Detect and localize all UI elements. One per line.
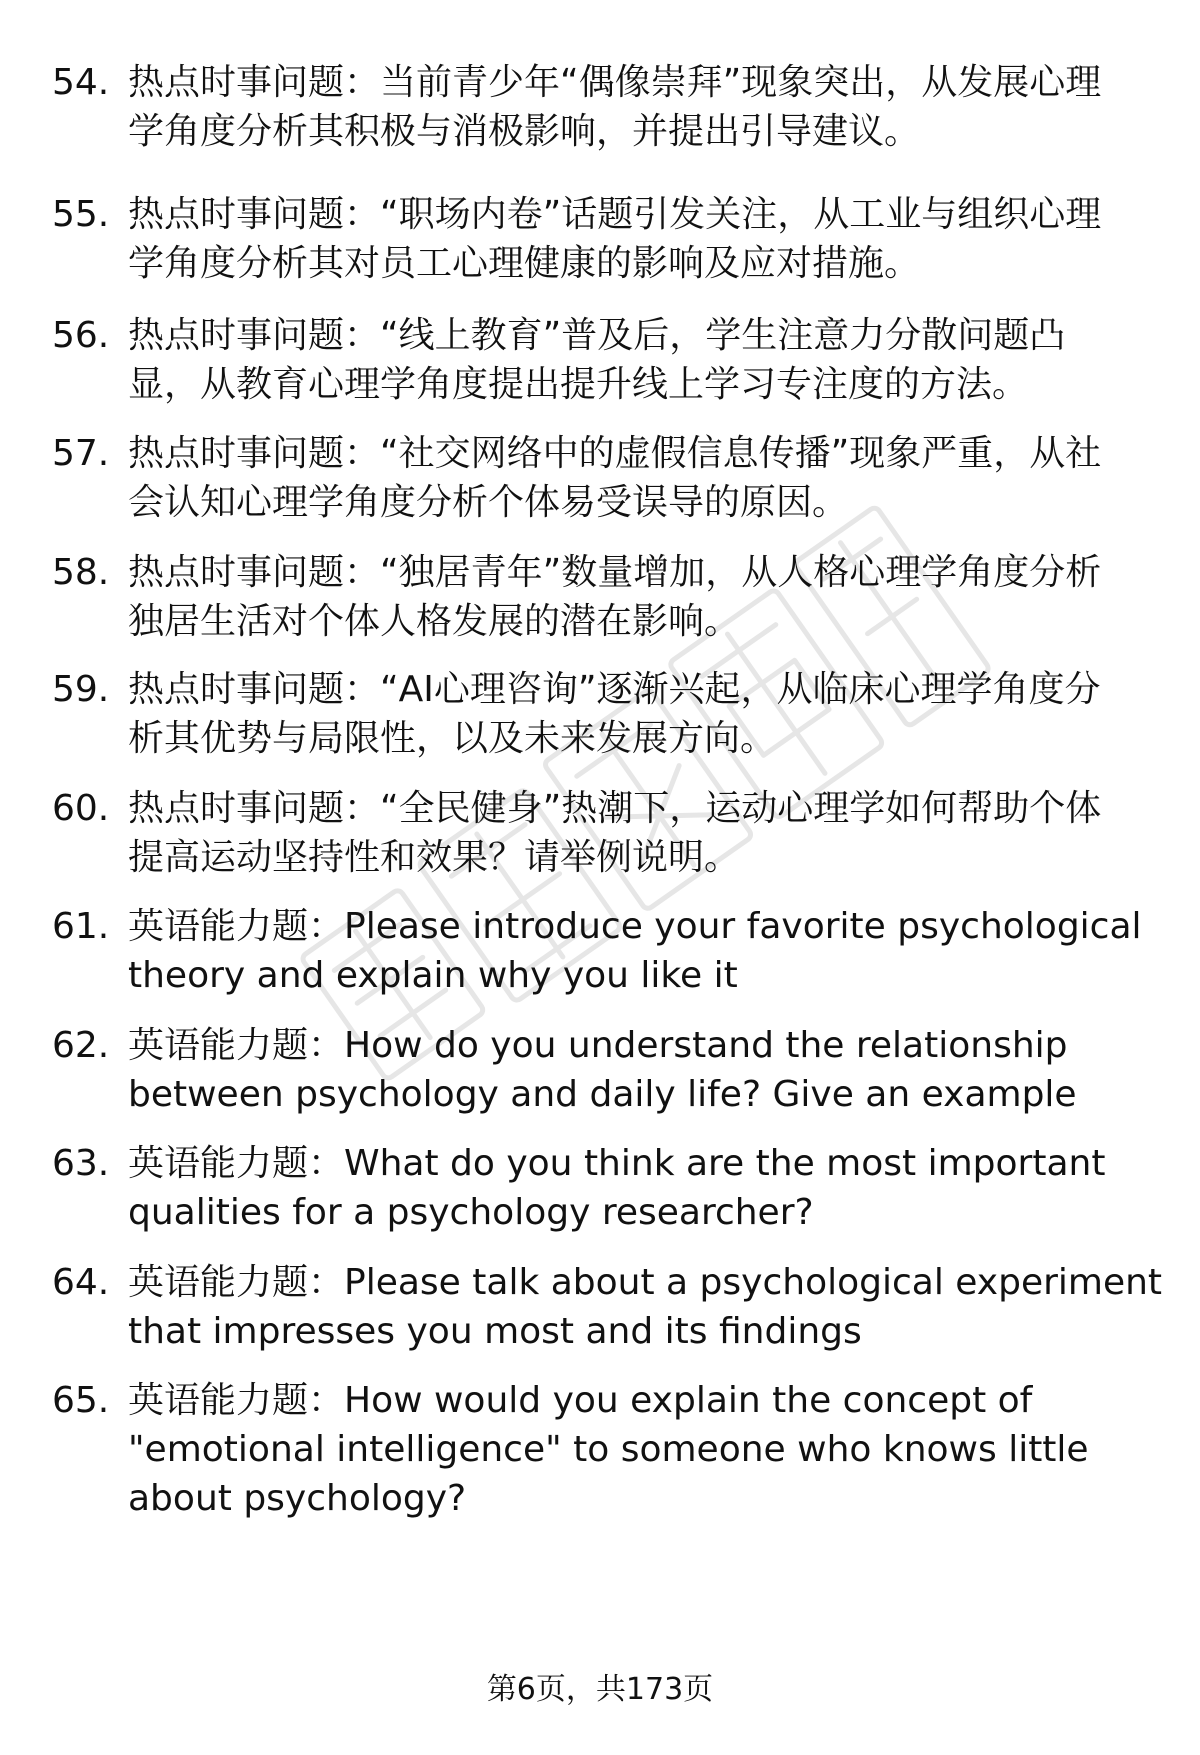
question-text (128, 311, 1148, 409)
list-item (0, 665, 1200, 784)
page-footer (0, 1670, 1200, 1710)
question-line: 热点时事问题：“独居青年”数量增加，从人格心理学角度分析 (128, 552, 1102, 593)
question-line: 学角度分析其积极与消极影响，并提出引导建议。 (128, 111, 921, 152)
question-list (0, 58, 1200, 1536)
question-line: qualities for a psychology researcher? (128, 1192, 814, 1233)
question-line: 学角度分析其对员工心理健康的影响及应对措施。 (128, 243, 921, 284)
question-text (128, 784, 1148, 882)
list-item (0, 784, 1200, 902)
question-number: 65. (52, 1380, 110, 1421)
question-number: 54. (52, 62, 110, 103)
list-item (0, 311, 1200, 429)
page-number-label: 第6页，共173页 (486, 1672, 714, 1707)
question-text (128, 665, 1148, 763)
list-item (0, 190, 1200, 311)
question-number: 57. (52, 433, 110, 474)
question-line: theory and explain why you like it (128, 955, 738, 996)
question-line: 英语能力题：Please introduce your favorite psychological (128, 906, 1142, 947)
question-number: 60. (52, 788, 110, 829)
question-line: 提高运动坚持性和效果？请举例说明。 (128, 837, 741, 878)
question-line: 英语能力题：How do you understand the relationship (128, 1025, 1068, 1066)
question-number: 55. (52, 194, 110, 235)
question-line: between psychology and daily life? Give an example (128, 1074, 1077, 1115)
question-line: 热点时事问题：当前青少年“偶像崇拜”现象突出，从发展心理 (128, 62, 1102, 103)
question-number: 58. (52, 552, 110, 593)
list-item (0, 58, 1200, 190)
list-item (0, 548, 1200, 665)
question-text (128, 548, 1148, 646)
list-item (0, 429, 1200, 548)
question-text (128, 1376, 1148, 1523)
list-item (0, 1021, 1200, 1139)
question-text (128, 58, 1148, 156)
question-number: 62. (52, 1025, 110, 1066)
question-text (128, 190, 1148, 288)
list-item (0, 1139, 1200, 1258)
question-number: 56. (52, 315, 110, 356)
question-text (128, 1258, 1163, 1356)
list-item (0, 1258, 1200, 1376)
question-number: 59. (52, 669, 110, 710)
question-number: 64. (52, 1262, 110, 1303)
list-item (0, 902, 1200, 1021)
question-number: 63. (52, 1143, 110, 1184)
question-text (128, 902, 1148, 1000)
question-line: 英语能力题：What do you think are the most important (128, 1143, 1106, 1184)
question-text (128, 429, 1148, 527)
question-line: 会认知心理学角度分析个体易受误导的原因。 (128, 482, 849, 523)
question-line: 显，从教育心理学角度提出提升线上学习专注度的方法。 (128, 364, 1029, 405)
question-line: "emotional intelligence" to someone who knows little (128, 1429, 1089, 1470)
question-line: about psychology? (128, 1478, 467, 1519)
question-line: that impresses you most and its findings (128, 1311, 862, 1352)
question-line: 热点时事问题：“社交网络中的虚假信息传播”现象严重，从社 (128, 433, 1102, 474)
question-line: 英语能力题：How would you explain the concept of (128, 1380, 1033, 1421)
list-item (0, 1376, 1200, 1536)
question-line: 热点时事问题：“线上教育”普及后，学生注意力分散问题凸 (128, 315, 1066, 356)
question-line: 热点时事问题：“职场内卷”话题引发关注，从工业与组织心理 (128, 194, 1102, 235)
question-text (128, 1139, 1148, 1237)
question-text (128, 1021, 1148, 1119)
question-line: 独居生活对个体人格发展的潜在影响。 (128, 601, 741, 642)
question-number: 61. (52, 906, 110, 947)
question-line: 析其优势与局限性，以及未来发展方向。 (128, 718, 777, 759)
question-line: 英语能力题：Please talk about a psychological experiment (128, 1262, 1163, 1303)
question-line: 热点时事问题：“AI心理咨询”逐渐兴起，从临床心理学角度分 (128, 669, 1101, 710)
question-line: 热点时事问题：“全民健身”热潮下，运动心理学如何帮助个体 (128, 788, 1102, 829)
